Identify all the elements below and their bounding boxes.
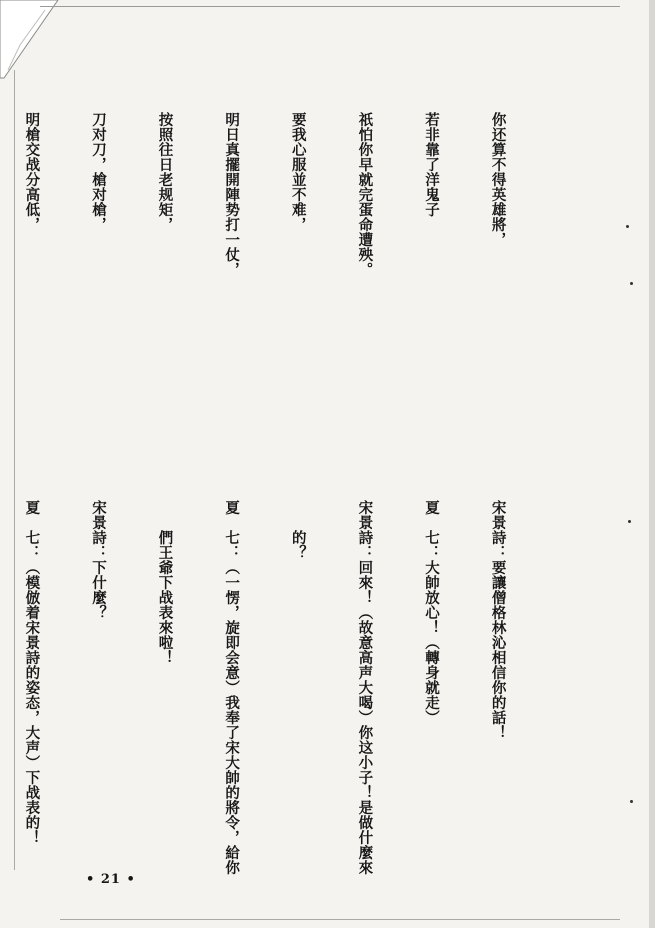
text-line: 按照往日老规矩， <box>156 112 174 232</box>
text-line: 夏 七：（模倣着宋景詩的姿态，大声）下战表的！ <box>23 500 41 845</box>
text-line: 們王爺下战表來啦！ <box>156 500 174 665</box>
folded-corner-graphic <box>0 0 60 80</box>
speck <box>626 225 629 228</box>
text-line: 夏 七：（一愣，旋即会意）我奉了宋大帥的將令，給你 <box>223 500 241 875</box>
text-line: 的？ <box>289 500 307 560</box>
text-line: 宋景詩：下什麼？ <box>89 500 107 620</box>
speck <box>628 520 631 523</box>
text-line: 祇怕你早就完蛋命遭殃。 <box>356 112 374 277</box>
page-border-bottom <box>60 919 620 920</box>
page-border-top <box>40 6 620 7</box>
text-line: 明槍交战分高低， <box>23 112 41 232</box>
text-line: 宋景詩：要讓僧格林沁相信你的話！ <box>489 500 507 740</box>
text-line: 要我心服並不难， <box>289 112 307 232</box>
text-line: 明日真擺開陣势打一仗， <box>223 112 241 277</box>
page-number: • 21 • <box>86 872 136 887</box>
text-line: 若非靠了洋鬼子 <box>422 112 440 217</box>
speck <box>630 282 633 285</box>
text-line: 宋景詩：回來！（故意高声大喝）你这小子！是做什麼來 <box>356 500 374 875</box>
speck <box>630 800 633 803</box>
text-line: 你还算不得英雄將， <box>489 112 507 247</box>
text-line: 刀对刀，槍对槍， <box>89 112 107 232</box>
page-edge-shadow <box>649 0 655 928</box>
text-line: 夏 七：大帥放心！（轉身就走） <box>422 500 440 725</box>
script-text-upper <box>0 112 553 482</box>
script-text-lower <box>0 500 553 875</box>
